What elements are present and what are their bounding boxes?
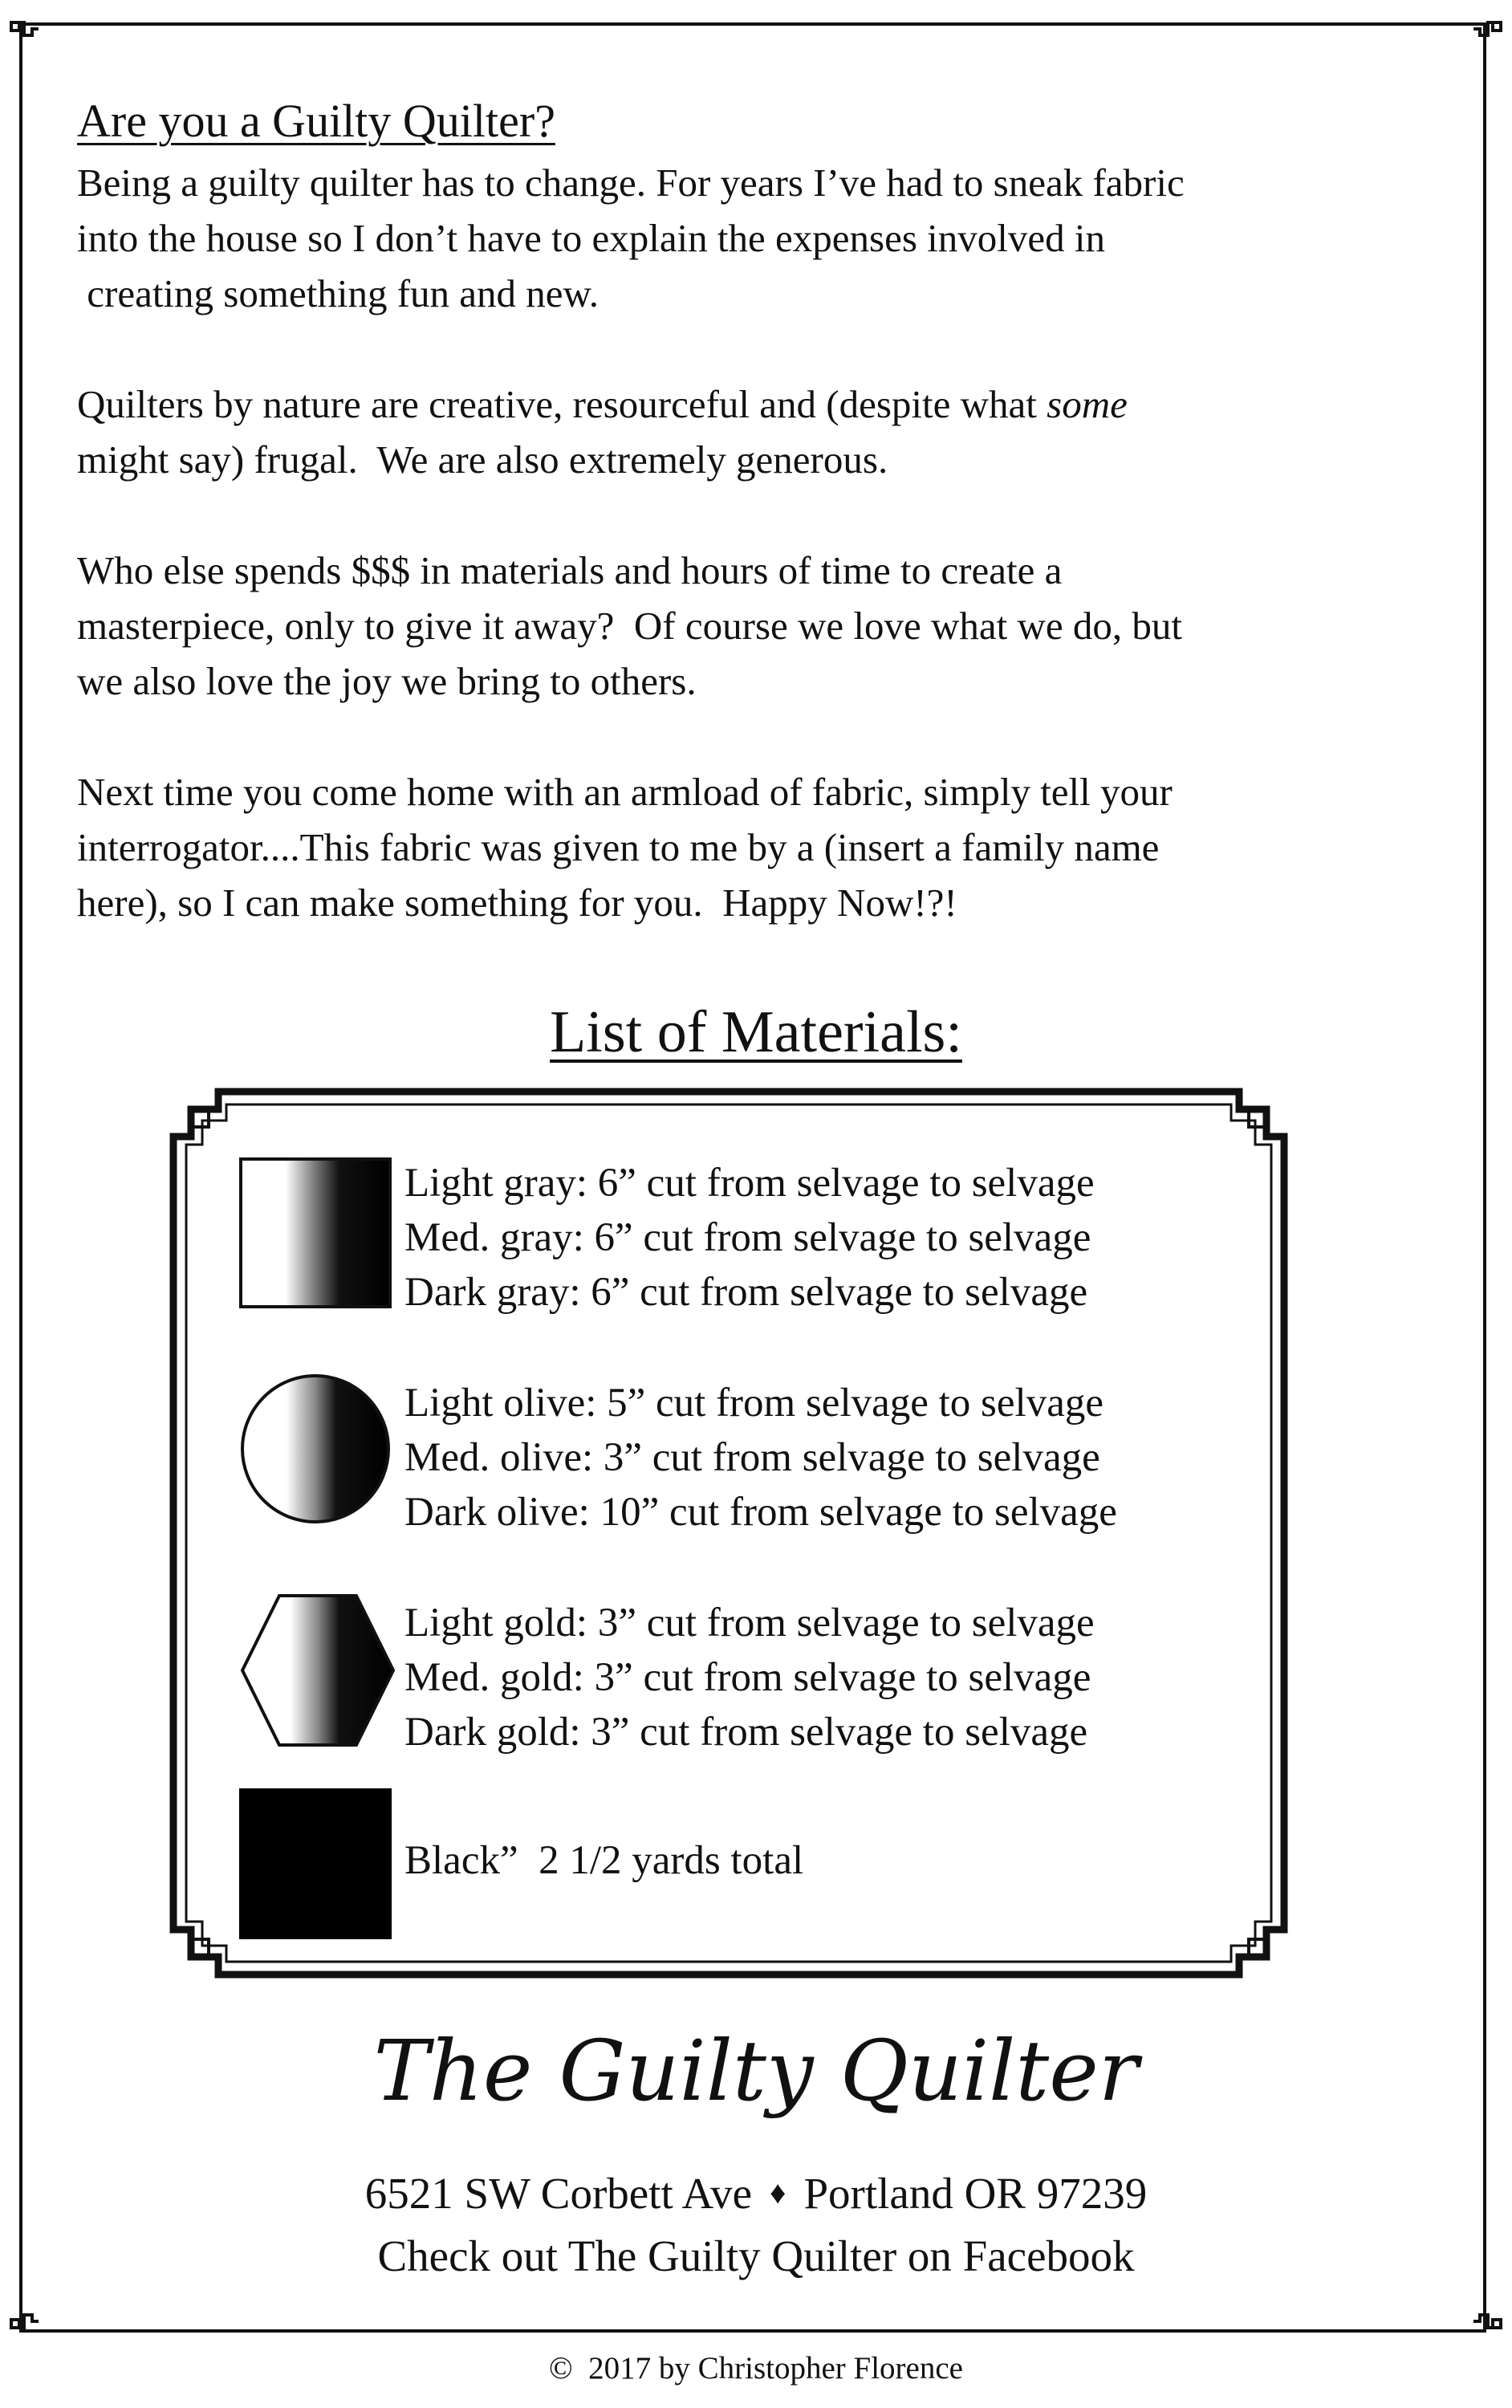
corner-ornament-top-right xyxy=(1469,11,1504,47)
paragraph-4 xyxy=(77,764,1401,930)
city-address: Portland OR 97239 xyxy=(803,2169,1148,2218)
street-address: 6521 SW Corbett Ave xyxy=(364,2169,753,2218)
article-title: Are you a Guilty Quilter? xyxy=(77,95,555,147)
material-lines xyxy=(404,1376,1117,1540)
paragraph-line: Being a guilty quilter has to change. For years I’ve had to sneak fabric xyxy=(77,160,1185,205)
material-item: Med. gray: 6” cut from selvage to selvage xyxy=(404,1215,1091,1260)
diamond-separator-icon: ♦ xyxy=(770,2174,786,2211)
material-item: Med. gold: 3” cut from selvage to selvage xyxy=(404,1655,1091,1700)
facebook-note: Check out The Guilty Quilter on Facebook xyxy=(377,2231,1135,2280)
paragraph-2 xyxy=(77,376,1401,487)
material-item: Light gold: 3” cut from selvage to selvage xyxy=(404,1601,1095,1645)
hexagon-gradient-swatch-icon xyxy=(239,1592,396,1748)
paragraph-line: Who else spends $$$ in materials and hours of time to create a xyxy=(77,547,1063,592)
emphasis-word: some xyxy=(1047,381,1128,426)
materials-heading-text: List of Materials: xyxy=(550,999,962,1065)
paragraph-1 xyxy=(77,155,1401,321)
material-lines xyxy=(404,1156,1095,1320)
material-lines xyxy=(404,1596,1095,1759)
material-item: Light gray: 6” cut from selvage to selvage xyxy=(404,1161,1095,1206)
paragraph-line: Next time you come home with an armload of fabric, simply tell your xyxy=(77,769,1173,814)
corner-ornament-bottom-right xyxy=(1469,2304,1504,2339)
article xyxy=(77,95,1401,986)
paragraph-3 xyxy=(77,543,1401,709)
material-item: Black” 2 1/2 yards total xyxy=(404,1838,804,1883)
paragraph-line: creating something fun and new. xyxy=(77,270,599,315)
paragraph-line: we also love the joy we bring to others. xyxy=(77,658,697,703)
shop-name: The Guilty Quilter xyxy=(373,2022,1139,2120)
paragraph-line: here), so I can make something for you. Happy Now!?! xyxy=(77,880,957,925)
material-item: Dark gray: 6” cut from selvage to selvage xyxy=(404,1270,1088,1315)
materials-box xyxy=(167,1085,1290,1981)
corner-ornament-top-left xyxy=(8,11,43,47)
corner-ornament-bottom-left xyxy=(8,2304,43,2339)
material-item: Dark olive: 10” cut from selvage to selvage xyxy=(404,1490,1117,1535)
black-square-swatch-icon xyxy=(239,1788,392,1939)
materials-heading xyxy=(0,1000,1512,1065)
paragraph-line xyxy=(77,376,1401,432)
square-gradient-swatch-icon xyxy=(239,1157,392,1308)
material-item: Dark gold: 3” cut from selvage to selvage xyxy=(404,1710,1088,1755)
paragraph-text: Quilters by nature are creative, resourceful and (despite what xyxy=(77,381,1047,426)
paragraph-line: into the house so I don’t have to explain the expenses involved in xyxy=(77,215,1106,260)
paragraph-line: masterpiece, only to give it away? Of course we love what we do, but xyxy=(77,603,1183,648)
paragraph-line: interrogator....This fabric was given to me by a (insert a family name xyxy=(77,824,1160,869)
material-item: Med. olive: 3” cut from selvage to selvage xyxy=(404,1435,1100,1480)
material-lines xyxy=(404,1833,803,1888)
circle-gradient-swatch-icon xyxy=(239,1373,392,1525)
copyright-notice: © 2017 by Christopher Florence xyxy=(549,2351,963,2386)
material-item: Light olive: 5” cut from selvage to selvage xyxy=(404,1381,1104,1426)
paragraph-line: might say) frugal. We are also extremely generous. xyxy=(77,437,888,482)
shop-address xyxy=(0,2167,1512,2220)
